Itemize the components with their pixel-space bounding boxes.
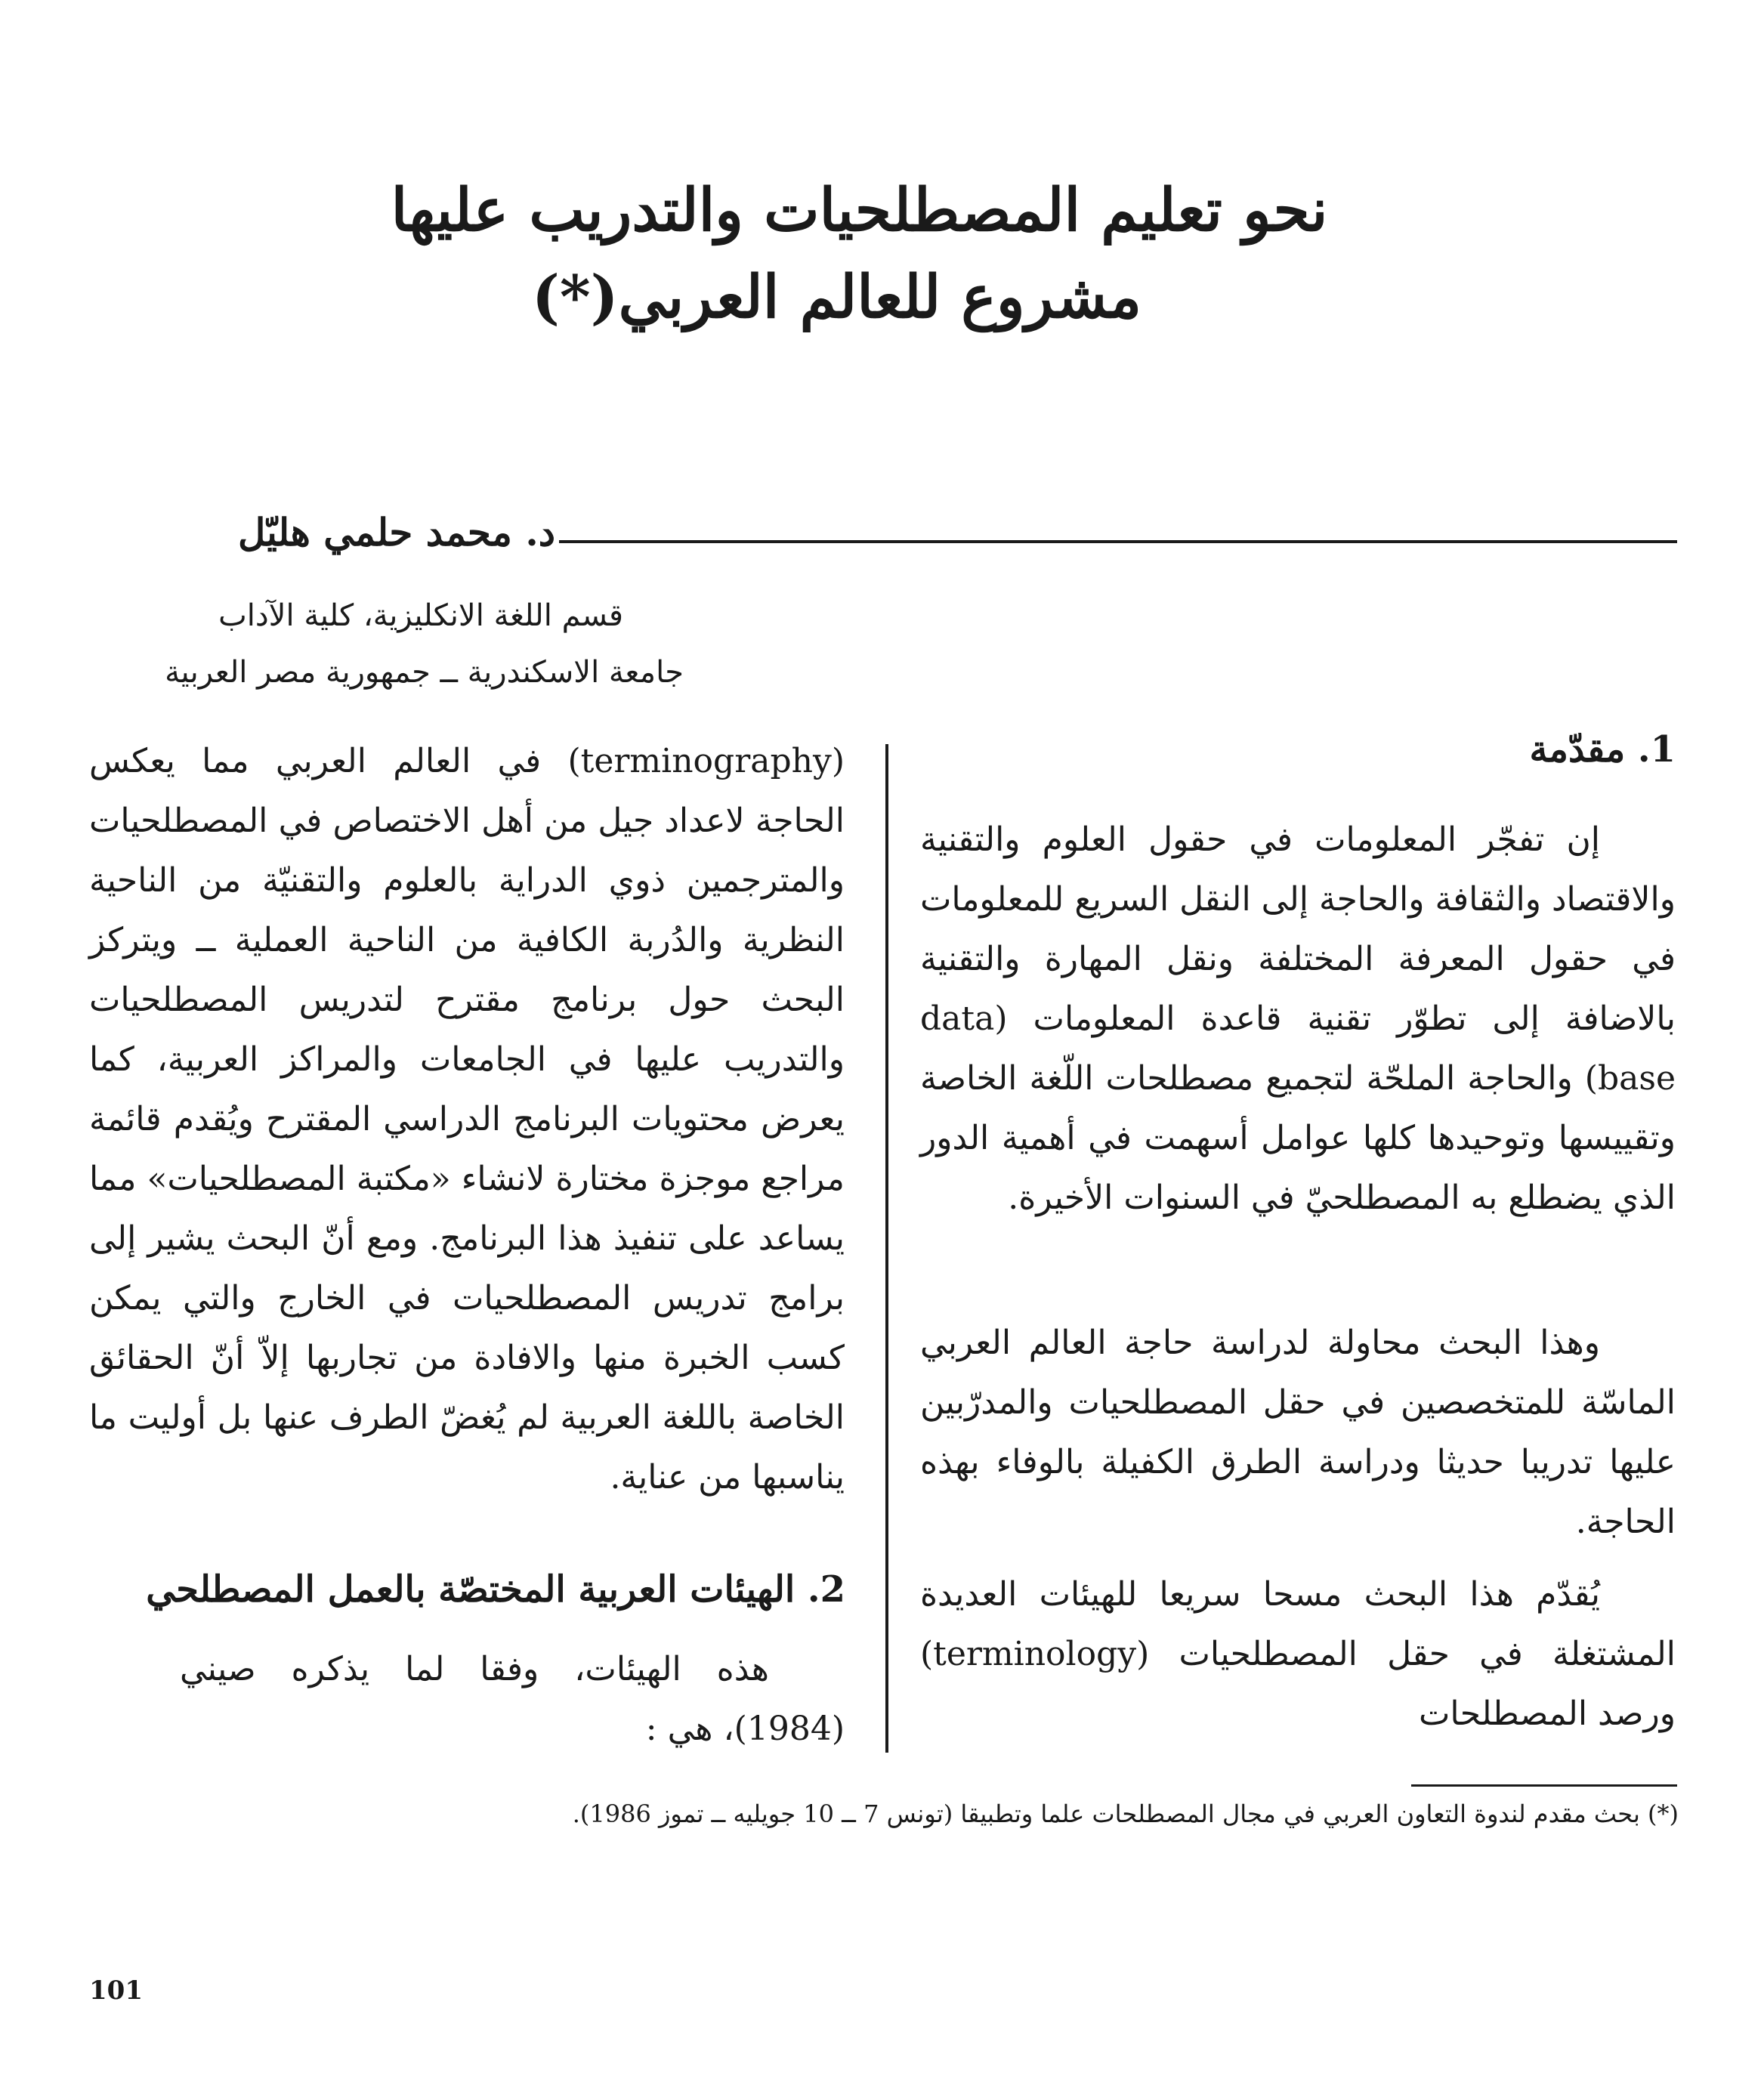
page-title: نحو تعليم المصطلحيات والتدريب عليها <box>391 176 1328 245</box>
page-number: 101 <box>89 1976 143 2006</box>
section-2-paragraph-text: هذه الهيئات، وفقا لما يذكره صيني (1984)، هي : <box>180 1650 845 1748</box>
section-2-heading: 2. الهيئات العربية المختصّة بالعمل المصطلحي <box>146 1568 845 1611</box>
left-column-paragraph-1-text: (terminography) في العالم العربي مما يعكس الحاجة لاعداد جيل من أهل الاختصاص في المصطلحيات والمترجمين ذوي الدراية بالعلوم والتقنيّة من الناحية النظرية والدُربة الكافية من الناحية العملية ــ ويتركز البحث حول برنامج مقترح لتدريس المصطلحيات والتدريب عليها في الجامعات والمراكز العربية، كما يعرض محتويات البرنامج الدراسي المقترح ويُقدم قائمة مراجع موجزة مختارة لانشاء «مكتبة المصطلحيات» مما يساعد على تنفيذ هذا البرنامج. ومع أنّ البحث يشير إلى برامج تدريس المصطلحيات في الخارج والتي يمكن كسب الخبرة منها والافادة من تجاربها إلاّ أنّ الحقائق الخاصة باللغة العربية لم يُغضّ الطرف عنها بل أوليت ما يناسبها من عناية. <box>89 742 845 1497</box>
author-name: د. محمد حلمي هليّل <box>237 510 555 555</box>
author-rule <box>559 540 1677 543</box>
intro-paragraph-2 <box>920 1313 1676 1552</box>
intro-paragraph-1-text: إن تفجّر المعلومات في حقول العلوم والتقنية والاقتصاد والثقافة والحاجة إلى النقل السريع للمعلومات في حقول المعرفة المختلفة ونقل المهارة والتقنية بالاضافة إلى تطوّر تقنية قاعدة المعلومات (data base) والحاجة الملحّة لتجميع مصطلحات اللّغة الخاصة وتقييسها وتوحيدها كلها عوامل أسهمت في أهمية الدور الذي يضطلع به المصطلحيّ في السنوات الأخيرة. <box>920 820 1676 1217</box>
left-column-paragraph-1 <box>89 731 845 1507</box>
intro-paragraph-3-text: يُقدّم هذا البحث مسحا سريعا للهيئات العديدة المشتغلة في حقل المصطلحيات (terminology) ورصد المصطلحات <box>920 1575 1676 1733</box>
author-affiliation-university: جامعة الاسكندرية ــ جمهورية مصر العربية <box>165 655 684 690</box>
footnote-rule <box>1411 1784 1677 1787</box>
author-affiliation-department: قسم اللغة الانكليزية، كلية الآداب <box>218 598 623 633</box>
intro-heading: 1. مقدّمة <box>1529 728 1676 771</box>
page-subtitle: مشروع للعالم العربي(*) <box>531 263 1142 332</box>
intro-paragraph-1 <box>920 810 1676 1228</box>
column-divider <box>885 744 888 1753</box>
intro-paragraph-3 <box>920 1565 1676 1744</box>
intro-paragraph-2-text: وهذا البحث محاولة لدراسة حاجة العالم العربي الماسّة للمتخصصين في حقل المصطلحيات والمدرّبين عليها تدريبا حديثا ودراسة الطرق الكفيلة بالوفاء بهذه الحاجة. <box>920 1324 1676 1541</box>
section-2-paragraph <box>180 1639 845 1759</box>
footnote: (*) بحث مقدم لندوة التعاون العربي في مجال المصطلحات علما وتطبيقا (تونس 7 ــ 10 جويليه ــ تموز 1986). <box>572 1799 1679 1828</box>
